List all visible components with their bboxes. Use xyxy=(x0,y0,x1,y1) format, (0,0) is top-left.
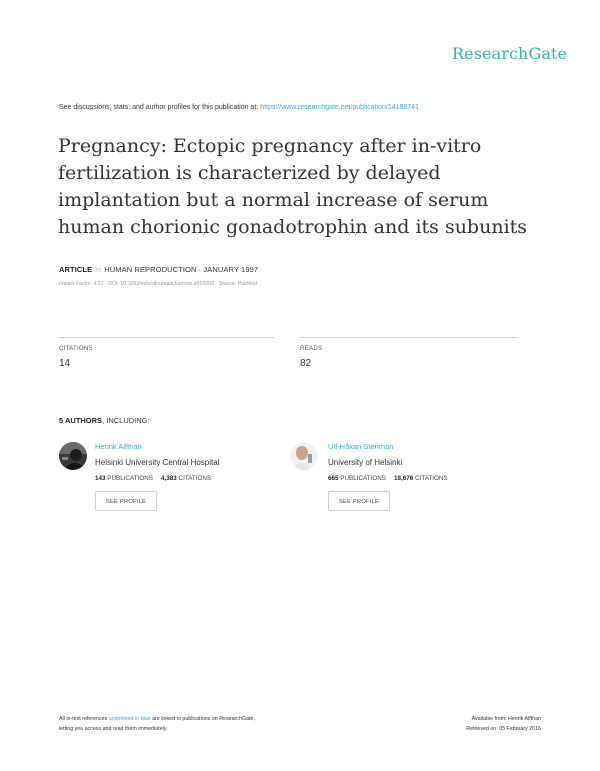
author-name-link[interactable]: Henrik Alfthan xyxy=(95,442,142,451)
footer-line: letting you access and read them immediately. xyxy=(59,726,168,732)
author-institution: Helsinki University Central Hospital xyxy=(95,458,220,467)
impact-factor-line: Impact Factor: 4.57 · DOI: 10.1093/oxfordjournals.humrep.a019203 · Source: PubMed xyxy=(59,281,258,287)
citations-label: CITATIONS xyxy=(415,475,448,482)
avatar[interactable] xyxy=(290,442,318,470)
researchgate-logo[interactable]: ResearchGate xyxy=(452,44,568,63)
author-stats xyxy=(328,475,448,482)
retrieved-on: Retrieved on: 05 February 2016 xyxy=(466,726,541,732)
title-line: fertilization is characterized by delayed xyxy=(58,162,441,184)
reads-value: 82 xyxy=(300,358,312,369)
title-line: Pregnancy: Ectopic pregnancy after in-vitro xyxy=(58,135,482,157)
in-label: in xyxy=(95,265,102,274)
publications-label: PUBLICATIONS xyxy=(340,475,386,482)
authors-heading xyxy=(59,416,150,425)
authors-count: 5 AUTHORS xyxy=(59,416,103,425)
author-name-link[interactable]: Ulf-Håkan Stenman xyxy=(328,442,394,451)
footer-link-text: underlined in blue xyxy=(108,716,151,722)
authors-heading-suffix: , INCLUDING: xyxy=(102,416,150,425)
publications-count: 143 xyxy=(95,475,106,482)
publication-meta xyxy=(59,265,258,274)
reads-label: READS xyxy=(300,345,323,352)
journal-info: HUMAN REPRODUCTION · JANUARY 1997 xyxy=(104,265,259,274)
see-profile-button[interactable]: SEE PROFILE xyxy=(95,491,157,511)
footer-availability xyxy=(466,714,541,734)
publication-type: ARTICLE xyxy=(59,265,93,274)
divider xyxy=(59,337,274,338)
publications-count: 665 xyxy=(328,475,339,482)
avatar[interactable] xyxy=(59,442,87,470)
title-line: human chorionic gonadotrophin and its subunits xyxy=(58,216,528,238)
discussion-prefix: See discussions, stats, and author profiles for this publication at: xyxy=(59,104,259,111)
see-profile-button[interactable]: SEE PROFILE xyxy=(328,491,390,511)
citations-count: 4,383 xyxy=(161,475,177,482)
divider xyxy=(300,337,518,338)
footer-note xyxy=(59,714,255,734)
discussion-line xyxy=(59,104,419,111)
citations-value: 14 xyxy=(59,358,71,369)
author-photo-icon xyxy=(290,442,318,470)
citations-label: CITATIONS xyxy=(178,475,212,482)
author-institution: University of Helsinki xyxy=(328,458,403,467)
footer-line xyxy=(59,714,255,724)
citations-label: CITATIONS xyxy=(59,345,93,352)
title-line: implantation but a normal increase of serum xyxy=(58,189,489,211)
footer-text: are linked to publications on ResearchGate, xyxy=(150,716,255,722)
publications-label: PUBLICATIONS xyxy=(107,475,153,482)
author-stats xyxy=(95,475,211,482)
citations-count: 18,676 xyxy=(394,475,414,482)
available-from: Available from: Henrik Alfthan xyxy=(471,716,541,722)
publication-url-link[interactable]: https://www.researchgate.net/publication/14188741 xyxy=(260,104,419,111)
author-photo-icon xyxy=(59,442,87,470)
publication-title xyxy=(58,133,558,241)
footer-text: All in-text references xyxy=(59,716,109,722)
